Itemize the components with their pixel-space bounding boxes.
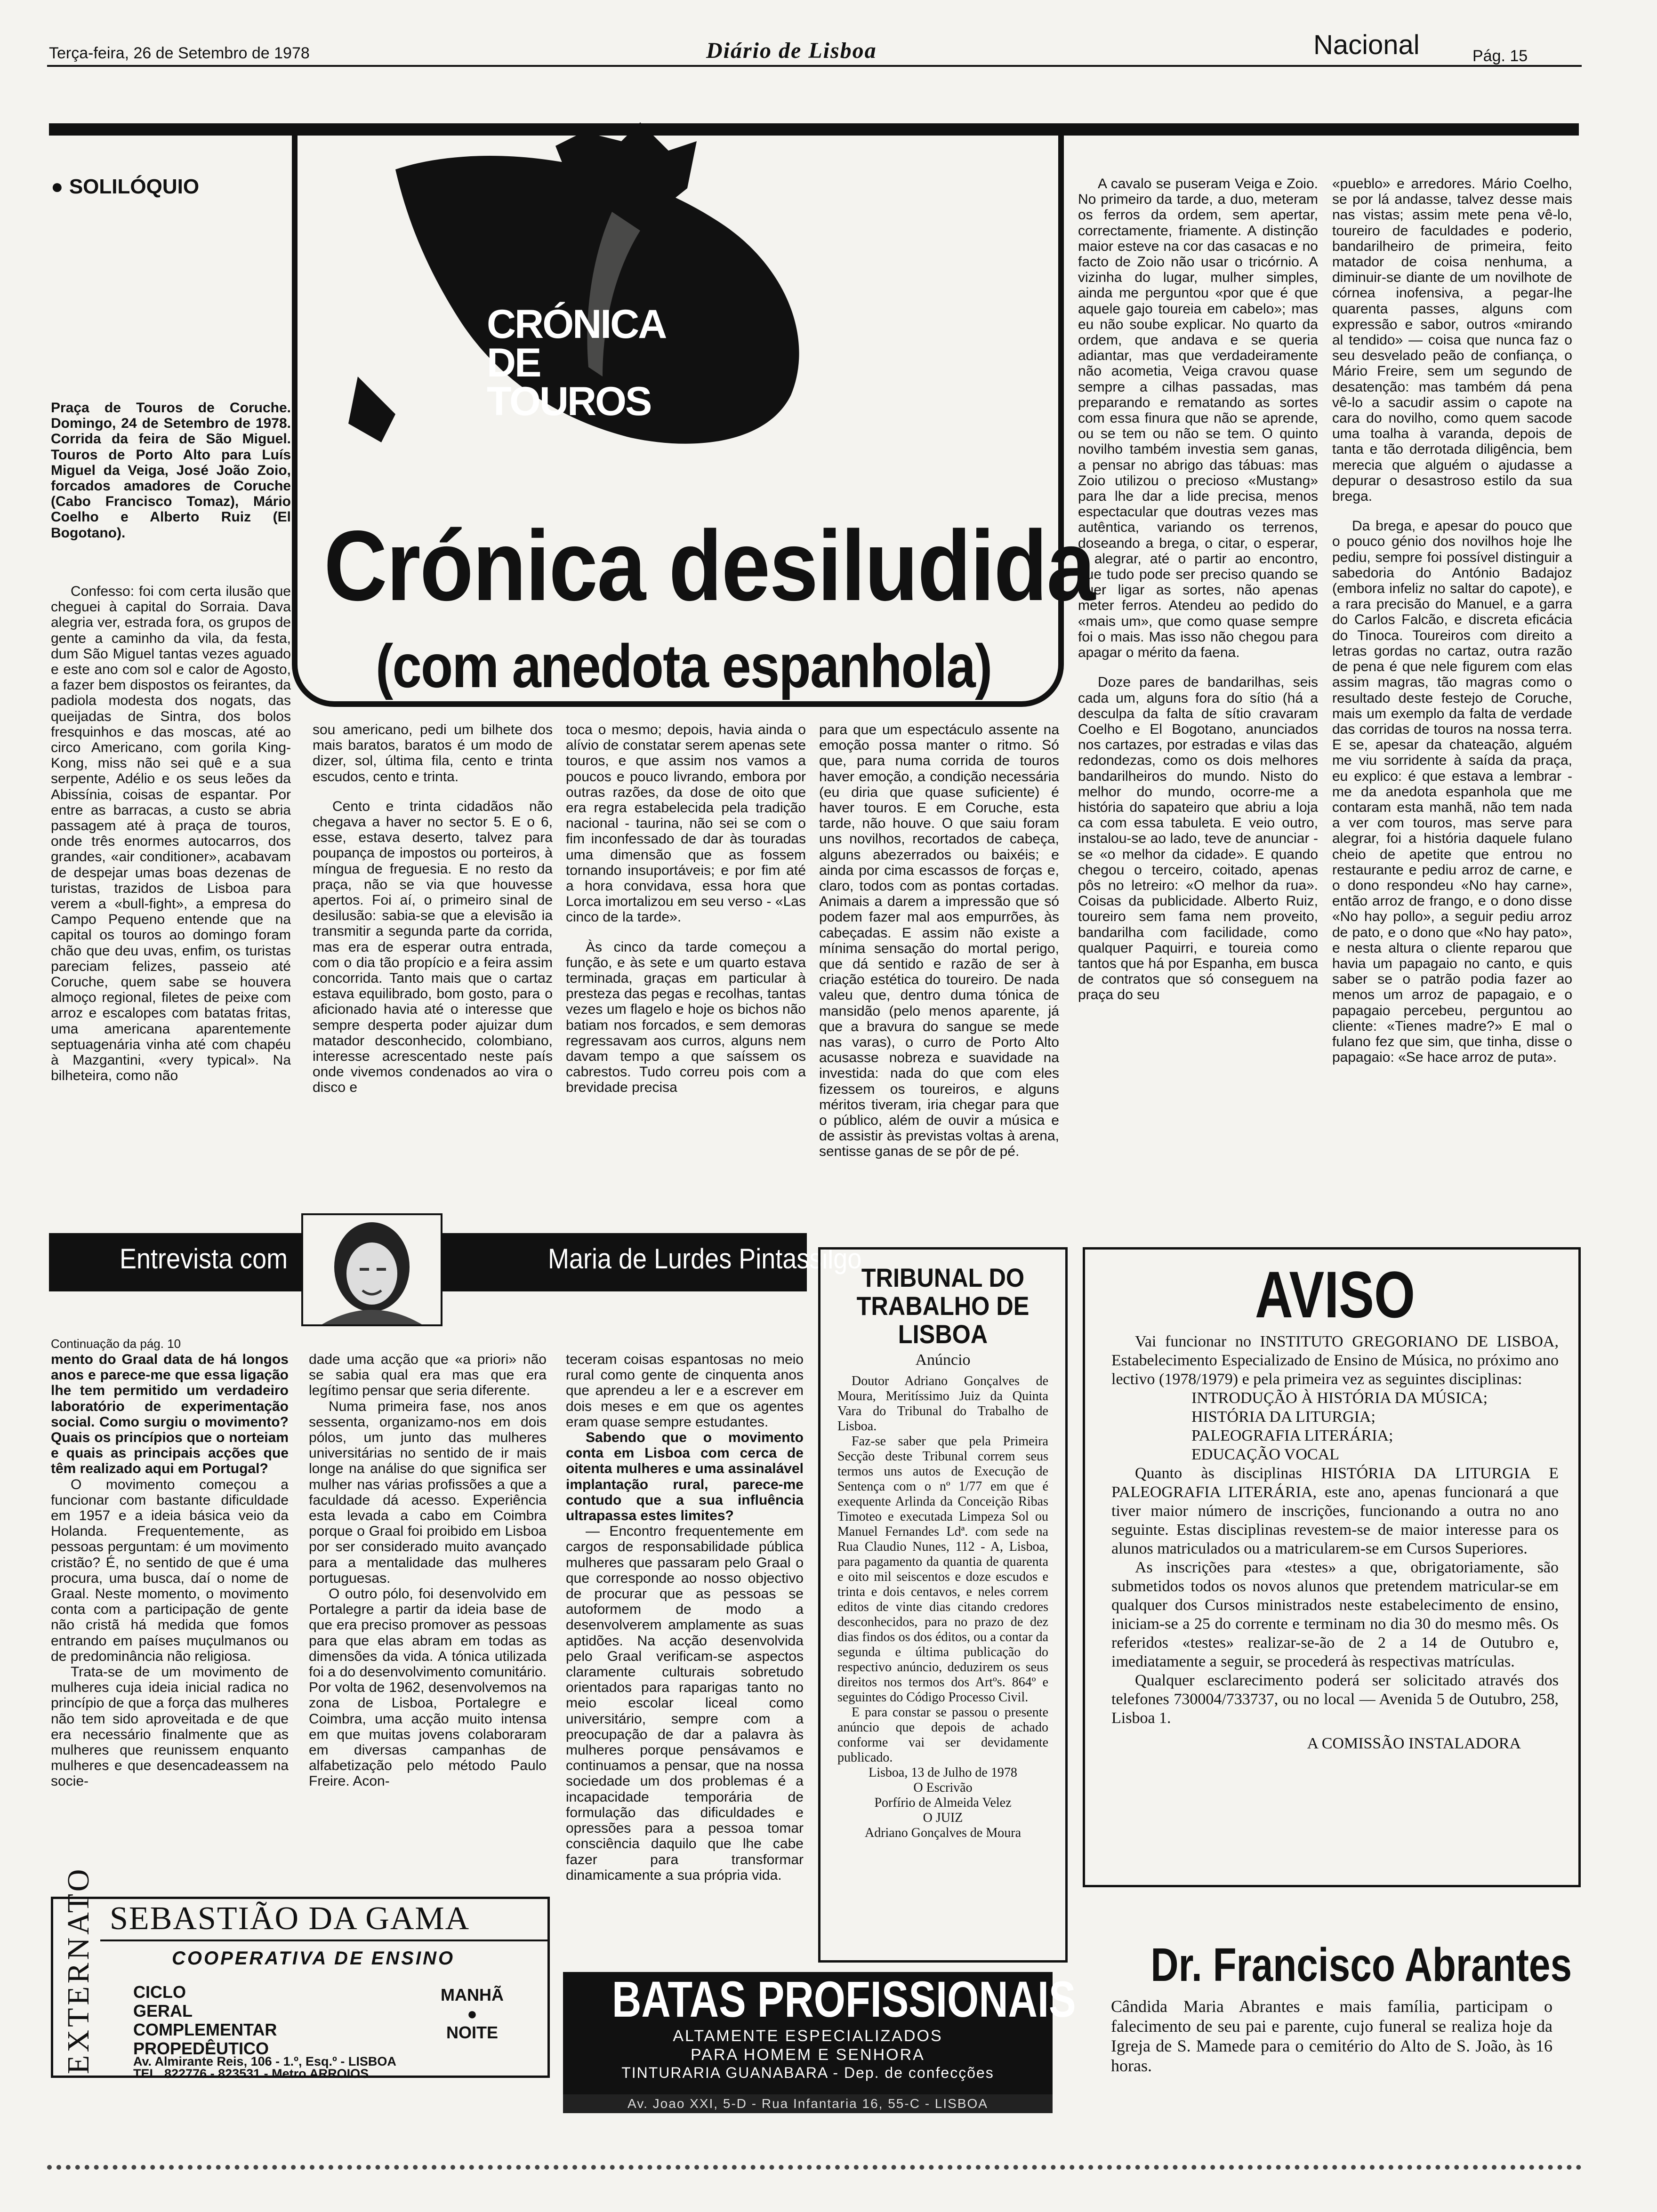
paragraph: Doutor Adriano Gonçalves de Moura, Meritíssimo Juiz da Quinta Vara do Tribunal do Trabalho de Lisboa. [837, 1374, 1048, 1434]
footer-dotted-rule [47, 2165, 1582, 2177]
externato-name: SEBASTIÃO DA GAMA [110, 1900, 470, 1937]
paragraph: A cavalo se puseram Veiga e Zoio. No primeiro da tarde, a duo, meteram os ferros da ordem, sem apertar, correctamente, friamente. A distinção maior esteve na cor das casacas e no facto de Zoio não usar o tricórnio. A vizinha do lugar, mulher simples, ainda me perguntou «por que é que aquele gajo toureia em cabelo»; mas eu não soube explicar. No quarto da ordem, que andava e se queria adiantar, mas que verdadeiramente não acometia, Veiga cravou quase sempre a cilhas passadas, mas preparando e rematando as sortes com essa finura que não se aprende, ou se tem ou não se tem. O quinto novilho também investia sem ganas, a pensar no abrigo das tábuas: mas Zoio utilizou o precioso «Mustang» para lhe dar a lide precisa, menos espectacular que doutras vezes mas autêntica, variando os terrenos, doseando a brega, o citar, o esperar, o alegrar, até o partir ao encontro, que tudo pode ser preciso quando se quer ligar as sortes, não apenas meter ferros. Atendeu ao pedido do «mais um», que como quase sempre foi o mais. Mas isso não chegou para apagar o mérito da faena. [1078, 176, 1318, 661]
kicker [51, 175, 199, 199]
paragraph: Sabendo que o movimento conta em Lisboa com cerca de oitenta mulheres e uma assinalável implantação rural, parece-me contudo que a sua influência ultrapassa estes limites? [566, 1430, 804, 1524]
horario-noite: NOITE [446, 2023, 498, 2042]
paragraph: Quanto às disciplinas HISTÓRIA DA LITURGIA E PALEOGRAFIA LITERÁRIA, este ano, apenas funcionará a que tiver maior número de inscrições, funcionando a outra no ano seguinte. Estas disciplinas revestem-se de maior interesse para os alunos matriculados ou a matricularem-se em Cursos Superiores. [1111, 1465, 1559, 1557]
entrevista-name: Maria de Lurdes Pintassilgo [548, 1243, 862, 1274]
paragraph: mento do Graal data de há longos anos e parece-me que essa ligação lhe tem permitido um verdadeiro laboratório de experimentação social. Como surgiu o movimento? Quais os princípios que o norteiam e quais as principais acções que têm realizado aqui em Portugal? [51, 1352, 289, 1477]
masthead: Diário de Lisboa [706, 38, 877, 63]
paragraph: Qualquer esclarecimento poderá ser solicitado através dos telefones 730004/733737, ou no local — Avenida 5 de Outubro, 258, Lisboa 1. [1111, 1672, 1559, 1727]
tribunal-title: TRIBUNAL DO TRABALHO DE LISBOA [856, 1263, 1030, 1349]
batas-line: PARA HOMEM E SENHORA [691, 2046, 925, 2064]
entrevista-col-3 [566, 1352, 804, 1888]
cronica-col-3 [566, 722, 806, 1169]
paragraph: Cento e trinta cidadãos não chegava a haver no sector 5. E o 6, esse, estava deserto, talvez para poupança de impostos ou porteiros, à míngua de freguesia. E no resto da praça, não se via que houvesse apertos. Foi aí, o primeiro sinal de desilusão: sabia-se que a elevisão ia transmitir a segunda parte da corrida, mas era de esperar outra entrada, com o dia tão propício e a feira assim concorrida. Tanto mais que o cartaz estava equilibrado, bom gosto, para o aficionado havia até o interesse que sempre desperta poder ajuizar dum matador desconhecido, colombiano, interesse acrescentado neste país onde vivemos condenados ao vira o disco e [313, 798, 553, 1096]
paragraph: E para constar se passou o presente anúncio que depois de achado conforme vai ser devidamente publicado. [837, 1705, 1048, 1765]
page-number: Pág. 15 [1472, 47, 1528, 65]
disciplina: HISTÓRIA DA LITURGIA; [1191, 1408, 1375, 1426]
paragraph: para que um espectáculo assente na emoção possa manter o ritmo. Só que, para numa corrida de touros haver emoção, a condição necessária (eu diria que quase suficiente) é haver touros. E em Coruche, esta tarde, não houve. O que saiu foram uns novilhos, recortados de cabeça, alguns abezerrados ou baixéis; e ainda por cima escassos de forças e, claro, todos com as pontas cortadas. Animais a darem a impressão que só podem fazer mal aos empurrões, às cabeçadas. E assim não existe a mínima sensação do mortal perigo, que dá sentido e razão de ser à criação estética do toureiro. De nada valeu que, dentro duma tónica de mansidão (pelo menos aparente, já que a bravura do sangue se mede nas varas), o curro de Porto Alto acusasse nobreza e suavidade na investida: nada do que com eles fizessem os toureiros, e alguns méritos tiveram, iria chegar para que o público, além de ouvir a música e de assistir às previstas voltas à arena, sentisse ganas de se pôr de pé. [819, 722, 1059, 1160]
article-title: Crónica desiludida [324, 510, 1095, 621]
paragraph: teceram coisas espantosas no meio rural como gente de cinquenta anos que aprendeu a ler e a escrever em dois meses e em que os agentes eram quase sempre estudantes. [566, 1352, 804, 1430]
paragraph: O outro pólo, foi desenvolvido em Portalegre a partir da ideia base de que era preciso promover as pessoas para que elas abram em todas as dimensões da vida. A tónica utilizada foi a do desenvolvimento comunitário. Por volta de 1962, desenvolvemos na zona de Lisboa, Portalegre e Coimbra, uma acção muito intensa em que muitas jovens colaboraram em diversas campanhas de alfabetização pelo método Paulo Freire. Acon- [309, 1586, 547, 1789]
escrivao-label: O Escrivão [913, 1780, 973, 1795]
batas-title: BATAS PROFISSIONAIS [612, 1971, 1076, 2028]
paragraph: O movimento começou a funcionar com bastante dificuldade em 1957 e a ideia básica veio da Holanda. Frequentemente, as pessoas perguntam: é um movimento cristão? É, no sentido de que é uma procura, uma busca, daí o nome de Graal. Neste momento, o movimento conta com a participação de gente não cristã há medida que fomos entrando em países muçulmanos ou de predominância não religiosa. [51, 1476, 289, 1664]
cronica-badge [487, 302, 713, 424]
section-name: Nacional [1313, 30, 1420, 60]
entrevista-col-2 [309, 1352, 547, 1865]
portrait-icon [303, 1215, 441, 1324]
aviso-intro: Vai funcionar no INSTITUTO GREGORIANO DE LISBOA, Estabelecimento Especializado de Ensino de Música, no próximo ano lectivo (1978/1979) e pela primeira vez as seguintes disciplinas: [1111, 1333, 1559, 1388]
disciplina: PALEOGRAFIA LITERÁRIA; [1191, 1427, 1393, 1444]
horario-manha: MANHÃ [441, 1985, 504, 2004]
paragraph: Confesso: foi com certa ilusão que cheguei à capital do Sorraia. Dava alegria ver, estrada fora, os grupos de gente a caminho da vila, da festa, dum São Miguel tantas vezes aguado e este ano com sol e calor de Agosto, a fazer bem dispostos os feirantes, da padiola modesta dos nogats, das queijadas de Sintra, dos bolos fresquinhos e das moscas, até ao circo Americano, com gorila King-Kong, miss não sei quê e a sua serpente, Adélio e os seus leões da Abissínia, coisas de espantar. Por entre as barracas, a custo se abria passagem até à praça de touros, onde três enormes autocarros, dos grandes, «air conditioner», acabavam de despejar umas boas dezenas de turistas, trazidos de Lisboa para verem a «bull-fight», a empresa do Campo Pequeno entende que na capital os touros ao domingo foram chão que deu uvas, enfim, os turistas pareciam felizes, passeio até Coruche, quem sabe se houvera almoço regional, filetes de peixe com arroz e escalopes com batatas fritas, uma americana aparentemente septuagenária vinha até com chapéu à Mazgantini, «very typical». Na bilheteira, como não [51, 584, 291, 1084]
batas-line: ALTAMENTE ESPECIALIZADOS [673, 2027, 943, 2045]
continuation-note: Continuação da pág. 10 [51, 1337, 181, 1351]
cronica-col-6 [1332, 176, 1572, 1237]
juiz-name: Adriano Gonçalves de Moura [864, 1826, 1021, 1840]
header-rule [47, 65, 1582, 67]
paragraph: Doze pares de bandarilhas, seis cada um, alguns fora do sítio (há a desculpa da falta de sítio cravaram Coelho e El Bogotano, anunciados nos cartazes, por estradas e vilas das redondezas, como os dois melhores bandarilheiros do mundo. Nisto do melhor do mundo, ocorre-me a história do sapateiro que abriu a loja ca com essa tabuleta. E veio outro, instalou-se ao lado, teve de anunciar - se «o melhor da cidade». E quando chegou o terceiro, coitado, apenas pôs no letreiro: «O melhor da rua». Coisas da publicidade. Alberto Ruiz, toureiro sem fama nem proveito, bandarilha com facilidade, como qualquer Paquirri, e toureia como tantos que há por Espanha, em busca de contratos que só conseguem na praça do seu [1078, 674, 1318, 1003]
paragraph: Numa primeira fase, nos anos sessenta, organizamo-nos em dois pólos, um junto das mulheres universitárias no sentido de ir mais longe na análise do que significa ser mulher nas várias profissões a que a faculdade dá acesso. Experiência esta levada a cabo em Coimbra porque o Graal foi proibido em Lisboa por ser considerado muito avançado para a mentalidade das mulheres portuguesas. [309, 1398, 547, 1586]
tribunal-ad [818, 1247, 1068, 1963]
externato-subtitle: COOPERATIVA DE ENSINO [172, 1948, 455, 1969]
bullet-icon: ● [467, 2004, 477, 2023]
paragraph: Da brega, e apesar do pouco que o pouco génio dos novilhos hoje lhe pediu, sempre foi possível distinguir a sabedoria do António Badajoz (embora infeliz no saltar do capote), e a rara precisão do Manuel, e a garra do Carlos Falcão, e discreta eficácia do Tinoca. Toureiros com direito a letras gordas no cartaz, outra razão de pena é que nele figurem com elas assim magras, tão magras como o resultado deste festejo de Coruche, mais um exemplo da falta de verdade das corridas de touros na nossa terra. E se, apesar da chateação, alguém me viu sorridente à saída da praça, eu explico: é que estava a lembrar - me da anedota espanhola que me contaram esta manhã, não tem nada a ver com touros, mas serve para alegrar, foi a história daquele fulano cheio de apetite que entrou no restaurante e pediu arroz de carne, e o dono respondeu «No hay carne», então arroz de frango, e o dono disse «No hay pollo», a seguir pediu arroz de pato, e o dono que «No hay pato», e nesta altura o cliente reparou que havia um papagaio no canto, e quis saber se o patrão podia fazer ao menos um arroz de papagaio, e o papagaio percebeu, perguntou ao cliente: «Tienes madre?» E mal o fulano fez que sim, que tinha, disse o papagaio: «Se hace arroz de puta». [1332, 518, 1572, 1066]
paragraph: toca o mesmo; depois, havia ainda o alívio de constatar serem apenas sete touros, e que assim nos vamos a poucos e pouco livrando, embora por outras razões, da dose de oito que era regra estabelecida pela tradição nacional - taurina, não sei se com o fim inconfessado de dar às touradas uma dimensão que as fossem tornando insuportáveis; e por fim até a hora convidava, essa hora que Lorca imortalizou em seu verso - «Las cinco de la tarde». [566, 722, 806, 925]
disciplina: EDUCAÇÃO VOCAL [1191, 1446, 1339, 1463]
portrait-photo [301, 1213, 442, 1326]
obituario-title: Dr. Francisco Abrantes [1150, 1939, 1572, 1991]
kicker-text: SOLILÓQUIO [69, 175, 200, 198]
escrivao-name: Porfírio de Almeida Velez [874, 1795, 1012, 1810]
paragraph: dade uma acção que «a priori» não se sabia qual era mas que era legítimo pensar que seria diferente. [309, 1352, 547, 1399]
paragraph: As inscrições para «testes» a que, obrigatoriamente, são submetidos todos os novos alunos que pretendem matricular-se em qualquer dos Cursos ministrados neste estabelecimento de ensino, iniciam-se a 25 do corrente e terminam no dia 30 do mesmo mês. Os referidos «testes» realizar-se-ão de 2 a 14 de Outubro e, imediatamente a seguir, se procederá às respectivas matrículas. [1111, 1559, 1559, 1670]
batas-line: TINTURARIA GUANABARA - Dep. de confecções [621, 2064, 994, 2081]
bullet-icon: ● [51, 175, 69, 198]
cronica-col-4 [819, 722, 1059, 1235]
externato-address: Av. Almirante Reis, 106 - 1.º, Esq.º - LISBOA [133, 2054, 396, 2068]
cronica-col-5 [1078, 176, 1318, 1237]
paragraph: — Encontro frequentemente em cargos de responsabilidade pública mulheres que passaram pelo Graal o que corresponde ao nosso objectivo de procurar que as pessoas se autoformem de modo a desenvolverem amplamente as suas aptidões. Na acção desenvolvida pelo Graal verificam-se aspectos claramente culturais sobretudo orientados para raparigas tanto no meio escolar liceal como universitário, sempre com a preocupação de dar a palavra às mulheres porque pensávamos e continuamos a pensar, que na nossa sociedade um dos problemas é a incapacidade temporária de formulação das dificuldades e opressões para a pessoa tomar consciência daquilo que lhe cabe fazer para transformar dinamicamente a sua própria vida. [566, 1523, 804, 1883]
paragraph: sou americano, pedi um bilhete dos mais baratos, baratos é um modo de dizer, sol, última fila, cento e trinta escudos, cento e trinta. [313, 722, 553, 785]
article-lede: Praça de Touros de Coruche. Domingo, 24 de Setembro de 1978. Corrida da feira de São Miguel. Touros de Porto Alto para Luís Miguel da Veiga, José João Zoio, forcados amadores de Coruche (Cabo Francisco Tomaz), Mário Coelho e Alberto Ruiz (El Bogotano). [51, 400, 291, 541]
externato-phones: TEL. 822776 - 823531 - Metro ARROIOS [133, 2067, 369, 2081]
header-date: Terça-feira, 26 de Setembro de 1978 [49, 44, 310, 62]
obituario-body: Cândida Maria Abrantes e mais família, participam o falecimento de seu pai e parente, cujo funeral se realiza hoje da Igreja de S. Mamede para o cemitério do Alto de S. João, às 16 horas. [1111, 1997, 1552, 2075]
entrevista-label: Entrevista com [120, 1243, 288, 1274]
obituario [1083, 1939, 1581, 2108]
curso-item: COMPLEMENTAR [133, 2020, 277, 2039]
tribunal-date: Lisboa, 13 de Julho de 1978 [869, 1765, 1017, 1780]
aviso-ad [1083, 1247, 1581, 1887]
disciplina: INTRODUÇÃO À HISTÓRIA DA MÚSICA; [1191, 1389, 1488, 1407]
externato-ad [51, 1866, 550, 2081]
paragraph: Trata-se de um movimento de mulheres cuja ideia inicial radica no princípio de que a força das mulheres não tem sido aproveitada e de que era necessário finalmente que as mulheres que reunissem enquanto mulheres e que desencadeassem na socie- [51, 1664, 289, 1789]
cronica-col-1 [51, 584, 291, 1167]
entrevista-col-1 [51, 1352, 289, 1865]
juiz-label: O JUIZ [923, 1811, 963, 1825]
cronica-col-2 [313, 722, 553, 1169]
badge-text: CRÓNICA DE TOUROS [487, 302, 665, 424]
paragraph: Às cinco da tarde começou a função, e às sete e um quarto estava terminada, graças em particular à presteza das pegas e recolhas, tantas vezes um flagelo e hoje os bichos não batiam nos forcados, e sem demoras regressavam aos curros, alguns nem davam tempo a que saíssem os cabrestos. Tudo correu pois com a brevidade precisa [566, 939, 806, 1096]
batas-address: Av. Joao XXI, 5-D - Rua Infantaria 16, 55-C - LISBOA [563, 2094, 1053, 2113]
paragraph: Faz-se saber que pela Primeira Secção deste Tribunal correm seus termos uns autos de Execução de Sentença com o nº 1/77 em que é exequente Arlinda da Conceição Ribas Timoteo e executada Limpeza Sol ou Manuel Fernandes Ldª. com sede na Rua Claudio Nunes, 112 - A, Lisboa, para pagamento da quantia de quarenta e oito mil seiscentos e doze escudos e trinta e dois centavos, e neles correm editos de vinte dias citando credores desconhecidos, para no prazo de dez dias findos os dos éditos, ou a contar da segunda e última publicação do respectivo anúncio, deduzirem os seus direitos nos termos dos Artºs. 864º e seguintes do Código Processo Civil. [837, 1434, 1048, 1705]
aviso-signature: A COMISSÃO INSTALADORA [1307, 1735, 1521, 1752]
externato-vertical: EXTERNATO [61, 1866, 96, 2074]
aviso-title: AVISO [1255, 1258, 1416, 1331]
curso-item: GERAL [133, 2001, 193, 2020]
paragraph: «pueblo» e arredores. Mário Coelho, se por lá andasse, talvez desse mais nas vistas; assim mete pena vê-lo, toureiro de faculdades e poderio, bandarilheiro de primeira, feito matador de coisa nenhuma, a diminuir-se diante de um novilhote de córnea inofensiva, a pegar-lhe quarenta passes, alguns com expressão e sabor, outros «mirando al tendido» — coisa que nunca faz o seu desvelado peão de confiança, o Mário Freire, sem um segundo de desatenção: mas também dá pena vê-lo a sacudir assim o capote na cara do novilho, como quem sacode uma toalha à varanda, depois de tanta e tão derrotada diligência, bem merecia que alguém o ajudasse a depurar o desastroso estilo da sua brega. [1332, 176, 1572, 505]
tribunal-kicker: Anúncio [915, 1351, 971, 1369]
curso-item: PROPEDÊUTICO [133, 2039, 269, 2058]
externato-divider [100, 1940, 547, 1941]
article-subtitle: (com anedota espanhola) [376, 632, 992, 700]
curso-item: CICLO [133, 1982, 186, 2002]
batas-ad [563, 1971, 1076, 2094]
